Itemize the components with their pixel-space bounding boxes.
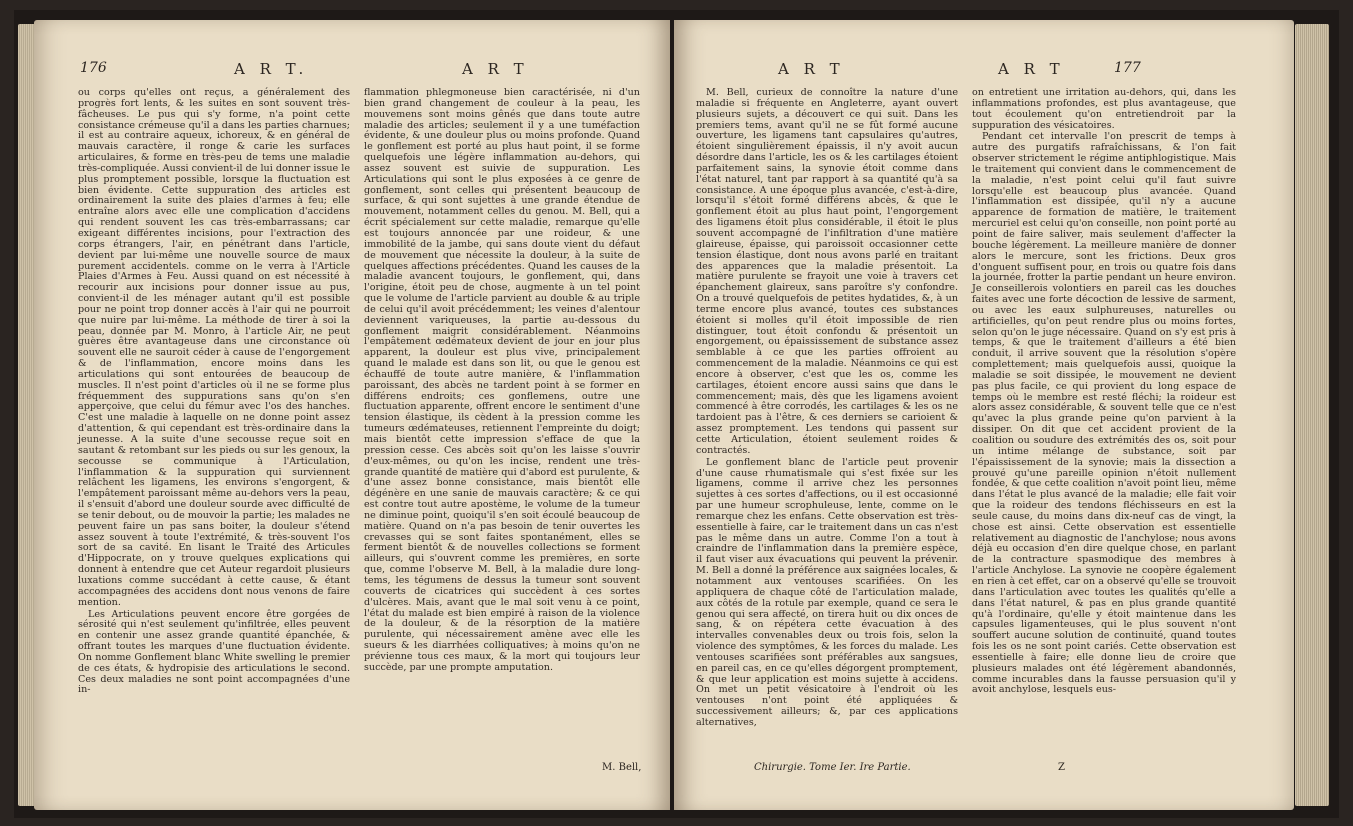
running-head: A R T (998, 60, 1065, 78)
footer-signature-line: Chirurgie. Tome Ier. Ire Partie. (754, 762, 911, 773)
text-column-1 (78, 88, 350, 697)
text-column-1 (696, 88, 958, 730)
paragraph: flammation phlegmoneuse bien caractérisée, ni d'un bien grand changement de couleur à la peau, les mouvemens sont moins gênés que dans toute autre maladie des articles; seulement il y a une tuméfaction évidente, & une douleur plus ou moins profonde. Quand le gonflement est porté au plus haut point, il se forme quelquefois une légère inflammation au-dehors, qui assez souvent est suivie de suppuration. Les Articulations qui sont le plus exposées à ce genre de gonflement, sont celles qui présentent beaucoup de surface, & qui sont sujettes à une grande étendue de mouvement, notamment celles du genou. M. Bell, qui a écrit spécialement sur cette maladie, remarque qu'elle est toujours annoncée par une roideur, & une immobilité de la jambe, qui sans doute vient du défaut de mouvement que nécessite la douleur, à la suite de quelques affections précédentes. Quand les causes de la maladie avancent toujours, le gonflement, qui, dans l'origine, étoit peu de chose, augmente à un tel point que le volume de l'article parvient au double & au triple de celui qu'il avoit précédemment; les veines d'alentour deviennent variqueuses, la partie au-dessous du gonflement maigrit considérablement. Néanmoins l'empâtement œdémateux devient de jour en jour plus apparent, la douleur est plus vive, principalement quand le malade est dans son lit, ou que le genou est échauffé de toute autre manière, & l'inflammation paroissant, des abcès ne tardent point à se former en différens endroits; ces gonflemens, outre une fluctuation apparente, offrent encore le sentiment d'une tension élastique, ils cèdent à la pression comme les tumeurs œdémateuses, retiennent l'empreinte du doigt; mais bientôt cette impression s'efface de que la pression cesse. Ces abcès soit qu'on les laisse s'ouvrir d'eux-mêmes, ou qu'on les incise, rendent une très-grande quantité de matière qui d'abord est purulente, & d'une assez bonne consistance, mais bientôt elle dégénère en une sanie de mauvais caractère; & ce qui est contre tout autre apostème, le volume de la tumeur ne diminue point, quoiqu'il s'en soit écoulé beaucoup de matière. Quand on n'a pas besoin de tenir ouvertes les crevasses qui se sont faites spontanément, elles se ferment bientôt & de nouvelles collections se forment ailleurs, qui s'ouvrent comme les premières, en sorte que, comme l'observe M. Bell, à la maladie dure long-tems, les tégumens de dessus la tumeur sont souvent couverts de cicatrices qui succèdent à ces sortes d'ulcères. Mais, avant que le mal soit venu à ce point, l'état du malade est bien empiré à raison de la violence de la douleur, & de la résorption de la matière purulente, qui nécessairement amène avec elle les sueurs & les diarrhées colliquatives; à moins qu'on ne prévienne tous ces maux, & la mort qui toujours leur succède, par une prompte amputation. (364, 87, 640, 673)
page-number: 176 (80, 60, 107, 76)
page-edges-right (1295, 24, 1329, 806)
running-head: A R T. (234, 60, 309, 78)
paragraph: ou corps qu'elles ont reçus, a généralement des progrès fort lents, & les suites en sont souvent très-fâcheuses. Le pus qui s'y forme, n'a point cette consistance crémeuse qu'il a dans les parties charnues; il est au contraire aqueux, ichoreux, & en général de mauvais caractère, il ronge & carie les surfaces articulaires, & forme en très-peu de tems une maladie très-compliquée. Aussi convient-il de lui donner issue le plus promptement possible, lorsque la fluctuation est bien évidente. Cette suppuration des articles est ordinairement la suite des plaies d'armes à feu; elle entraîne alors avec elle une complication d'accidens qui rendent souvent les cas très-embarrassans; car exigeant différentes incisions, pour l'extraction des corps étrangers, l'air, en pénétrant dans l'article, devient par lui-même une nouvelle source de maux purement accidentels. comme on le verra à l'Article Plaies d'Armes à Feu. Aussi quand on est nécessité à recourir aux incisions pour donner issue au pus, convient-il de les ménager autant qu'il est possible pour ne point trop donner accès à l'air qui ne pourroit que nuire par lui-même. La méthode de tirer à soi la peau, donnée par M. Monro, à l'article Air, ne peut guères être avantageuse dans une circonstance où souvent elle ne sauroit céder à cause de l'engorgement & de l'inflammation, encore moins dans les articulations qui sont entourées de beaucoup de muscles. Il n'est point d'articles où il ne se forme plus fréquemment des suppurations sans qu'on s'en apperçoive, que celui du fémur avec l'os des hanches. C'est une maladie à laquelle on ne donne point assez d'attention, & qui cependant est très-ordinaire dans la jeunesse. A la suite d'une secousse reçue soit en sautant & retombant sur les pieds ou sur les genoux, la secousse se communique à l'Articulation, l'inflammation & la suppuration qui surviennent relâchent les ligamens, les environs s'engorgent, & l'empâtement paroissant même au-dehors vers la peau, il s'ensuit d'abord une douleur sourde avec difficulté de se tenir debout, ou de mouvoir la partie; les malades ne peuvent faire un pas sans boiter, la douleur s'étend assez souvent à toute l'extrémité, & très-souvent l'os sort de sa cavité. En lisant le Traité des Articules d'Hippocrate, on y trouve quelques explications qui donnent à entendre que cet Auteur regardoit plusieurs luxations comme succédant à cette cause, & étant accompagnées des accidens dont nous venons de faire mention. (78, 87, 350, 608)
paragraph: on entretient une irritation au-dehors, qui, dans les inflammations profondes, est plus avantageuse, que tout écoulement qu'on entretiendroit par la suppuration des vésicatoires. (972, 87, 1236, 131)
paragraph: Les Articulations peuvent encore être gorgées de sérosité qui n'est seulement qu'infiltrée, elles peuvent en contenir une assez grande quantité épanchée, & offrant toutes les marques d'une fluctuation évidente. On nomme Gonflement blanc White swelling le premier de ces états, & hydropisie des articulations le second. Ces deux maladies ne sont point accompagnées d'une in- (78, 608, 350, 696)
paragraph: Pendant cet intervalle l'on prescrit de temps à autre des purgatifs rafraîchissans, & l'on fait observer strictement le régime antiphlogistique. Mais le traitement qui convient dans le commencement de la maladie, n'est point celui qu'il faut suivre lorsqu'elle est beaucoup plus avancée. Quand l'inflammation est dissipée, qu'il n'y a aucune apparence de formation de matière, le traitement mercuriel est celui qu'on conseille, non point porté au point de faire saliver, mais seulement d'affecter la bouche légèrement. La meilleure manière de donner alors le mercure, sont les frictions. Deux gros d'onguent suffisent pour, en trois ou quatre fois dans la journée, frotter la partie pendant un heure environ. Je conseillerois volontiers en pareil cas les douches faites avec une forte décoction de lessive de sarment, ou avec les eaux sulphureuses, naturelles ou artificielles, qu'on peut rendre plus ou moins fortes, selon qu'on le juge nécessaire. Quand on s'y est pris à temps, & que le traitement d'ailleurs a été bien conduit, il arrive souvent que la résolution s'opère complettement; mais quelquefois aussi, quoique la maladie se soit dissipée, le mouvement ne devient pas plus facile, ce qui provient du long espace de temps où le membre est resté fléchi; la roideur est alors assez considérable, & souvent telle que ce n'est qu'avec la plus grande peine qu'on parvient à la dissiper. On dit que cet accident provient de la coalition ou soudure des extrémités des os, soit pour un intime mélange de substance, soit par l'épaississement de la synovie; mais la dissection a prouvé qu'une pareille opinion n'étoit nullement fondée, & que cette coalition n'avoit point lieu, même dans l'état le plus avancé de la maladie; elle fait voir que la roideur des tendons fléchisseurs en est la seule cause, du moins dans dix-neuf cas de vingt, la chose est ainsi. Cette observation est essentielle relativement au diagnostic de l'anchylose; nous avons déjà eu occasion d'en dire quelque chose, en parlant de la contracture spasmodique des membres à l'article Anchylose. La synovie ne coopère également en rien à cet effet, car on a observé qu'elle se trouvoit dans l'articulation avec toutes les qualités qu'elle a dans l'état naturel, & pas en plus grande quantité qu'à l'ordinaire, qu'elle y étoit maintenue dans les capsules ligamenteuses, qui le plus souvent n'ont souffert aucune solution de continuité, quand toutes fois les os ne sont point cariés. Cette observation est essentielle à faire; elle donne lieu de croire que plusieurs malades ont été légèrement abandonnés, comme incurables dans la fausse persuasion qu'il y avoit anchylose, lesquels eus- (972, 131, 1236, 696)
page-number: 177 (1114, 60, 1141, 76)
paragraph: M. Bell, curieux de connoître la nature d'une maladie si fréquente en Angleterre, ayant ouvert plusieurs sujets, a découvert ce qui suit. Dans les premiers tems, avant qu'il ne se fût formé aucune ouverture, les ligamens tant capsulaires qu'autres, étoient singulièrement épaissis, il n'y avoit aucun désordre dans l'article, les os & les cartilages étoient parfaitement sains, la synovie étoit comme dans l'état naturel, tant par rapport à sa quantité qu'à sa consistance. A une époque plus avancée, c'est-à-dire, lorsqu'il s'étoit formé différens abcès, & que le gonflement étoit au plus haut point, l'engorgement des ligamens étoit plus considérable, il étoit le plus souvent accompagné de l'infiltration d'une matière glaireuse, épaisse, qui paroissoit occasionner cette tension élastique, dont nous avons parlé en traitant des apparences que la maladie présentoit. La matière purulente se frayoit une voie à travers cet épanchement glaireux, sans paroître s'y confondre. On a trouvé quelquefois de petites hydatides, &, à un terme encore plus avancé, toutes ces substances étoient si molles qu'il étoit impossible de rien distinguer, tout étoit confondu & présentoit un engorgement, ou épaississement de substance assez semblable à ce que les parties offroient au commencement de la maladie. Néanmoins ce qui est encore à observer, c'est que les os, comme les cartilages, étoient encore aussi sains que dans le commencement; mais, dès que les ligamens avoient commencé à être corrodés, les cartilages & les os ne tardoient pas à l'être, & ces derniers se carioient & assez promptement. Les tendons qui passent sur cette Articulation, étoient seulement roides & contractés. (696, 87, 958, 456)
paragraph: Le gonflement blanc de l'article peut provenir d'une cause rhumatismale qui s'est fixée sur les ligamens, comme il arrive chez les personnes sujettes à ces sortes d'affections, ou il est occasionné par une humeur scrophuleuse, lente, comme on le remarque chez les enfans. Cette observation est très-essentielle à faire, car le traitement dans un cas n'est pas le même dans un autre. Comme l'on a tout à craindre de l'inflammation dans la première espèce, il faut viser aux évacuations qui peuvent la prévenir. M. Bell a donné la préférence aux saignées locales, & notamment aux ventouses scarifiées. On les appliquera de chaque côté de l'articulation malade, aux côtés de la rotule par exemple, quand ce sera le genou qui sera affecté, on tirera huit ou dix onces de sang, & on répétera cette évacuation à des intervalles convenables deux ou trois fois, selon la violence des symptômes, & les forces du malade. Les ventouses scarifiées sont préférables aux sangsues, en pareil cas, en ce qu'elles dégorgent promptement, & que leur application est moins sujette à accidens. On met un petit vésicatoire à l'endroit où les ventouses n'ont point été appliquées & successivement ailleurs; &, par ces applications alternatives, (696, 456, 958, 728)
text-column-2 (972, 88, 1236, 697)
signature-mark: Z (1058, 762, 1065, 773)
right-page (674, 20, 1294, 810)
running-head: A R T (778, 60, 845, 78)
running-head: A R T (462, 60, 529, 78)
text-column-2 (364, 88, 640, 675)
catchword: M. Bell, (602, 762, 642, 773)
left-page (34, 20, 670, 810)
book-spread (14, 10, 1339, 818)
